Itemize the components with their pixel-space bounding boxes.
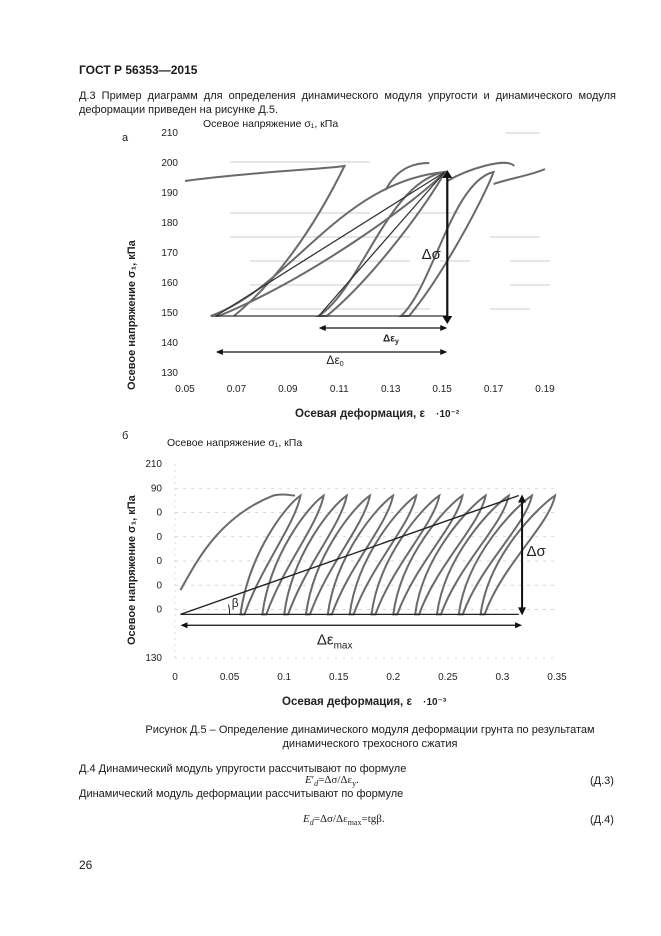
intro-paragraph: Д.3 Пример диаграмм для определения динамического модуля упругости и динамического модуля деформации приведен на рисунке Д.5. (79, 90, 616, 116)
loop-tail (494, 169, 545, 184)
hysteresis-loop (437, 496, 509, 615)
x-tick-label: 0.09 (278, 384, 298, 395)
subscript: y (394, 338, 399, 346)
initial-loading-branch (180, 494, 295, 590)
x-tick-label: 0.11 (329, 384, 349, 395)
delta-sigma-label: Δσ (526, 543, 546, 561)
hysteresis-loop (284, 496, 347, 615)
figure-b-x-unit: ·10⁻³ (423, 697, 447, 708)
delta-eps-0-label: Δε0 (326, 353, 344, 368)
y-tick-label: 200 (161, 158, 178, 169)
section-d4-line2: Динамический модуль деформации рассчитывают по формуле (79, 788, 404, 800)
angle-beta-label: β (231, 596, 239, 611)
y-tick-label: 210 (145, 459, 162, 470)
subscript: max (333, 640, 353, 652)
arrowhead (216, 349, 223, 355)
y-tick-label: 130 (161, 368, 178, 379)
arrowhead (515, 622, 522, 628)
equation-number-d4: (Д.4) (590, 814, 614, 826)
arrowhead (442, 316, 452, 324)
x-tick-label: 0.35 (547, 672, 567, 683)
equation-number-d3: (Д.3) (590, 775, 614, 787)
y-tick-label-partial: 0 (156, 531, 162, 543)
y-tick-label-partial: 0 (156, 580, 162, 592)
arrowhead (440, 349, 447, 355)
svg-text:Осевая деформация, ε ·10⁻² (295, 408, 460, 420)
y-tick-label: 150 (161, 308, 178, 319)
svg-text:Осевая деформация, ε ·10⁻³ (282, 696, 447, 708)
figure-a-xlabel: Осевая деформация, ε (295, 408, 425, 420)
x-tick-label: 0.1 (277, 672, 292, 683)
x-tick-label: 0.05 (219, 672, 240, 683)
x-tick-label: 0.15 (432, 384, 452, 395)
figure-b-title: Осевое напряжение σ₁, кПа (167, 437, 303, 449)
y-tick-label: 160 (161, 278, 178, 289)
y-tick-label: 190 (161, 188, 178, 199)
angle-arc (228, 605, 229, 615)
page-number: 26 (79, 858, 93, 872)
arrowhead (440, 325, 447, 331)
y-tick-label-partial: 0 (156, 507, 162, 519)
x-tick-label: 0 (172, 672, 178, 683)
x-tick-label: 0.2 (386, 672, 401, 683)
x-tick-label: 0.3 (495, 672, 510, 683)
figure-b-letter: б (122, 430, 129, 442)
formula-d3: $E'_d=\Delta\sigma/\Delta\varepsilon_у$. (305, 774, 359, 789)
x-tick-label: 0.13 (380, 384, 401, 395)
hysteresis-loop (262, 496, 323, 615)
figure-a-letter: а (122, 132, 129, 144)
x-tick-label: 0.15 (328, 672, 349, 683)
y-tick-label: 140 (161, 338, 178, 349)
caption-line-2: динамического трехосного сжатия (282, 738, 458, 750)
caption-line-1: Рисунок Д.5 – Определение динамического модуля деформации грунта по результатам (145, 724, 595, 736)
y-tick-label: 210 (161, 128, 178, 139)
figure-b-chart (110, 455, 580, 715)
section-d4-line1: Д.4 Динамический модуль упругости рассчитывают по формуле (79, 763, 407, 775)
delta-sigma-label: Δσ (421, 246, 441, 263)
arrowhead (180, 622, 187, 628)
figure-a-x-unit: ·10⁻² (436, 409, 460, 420)
arrowhead (319, 325, 326, 331)
x-tick-label: 0.05 (175, 384, 195, 395)
y-tick-label-partial: 0 (156, 604, 162, 616)
figure-b-ylabel: Осевое напряжение σ₁, кПа (126, 495, 138, 645)
arrowhead (518, 607, 526, 615)
document-code: ГОСТ Р 56353—2015 (79, 63, 198, 77)
y-tick-label: 130 (145, 653, 162, 664)
formula-d4: $E_d=\Delta\sigma/\Delta\varepsilon_{max}=tg\beta$. (303, 813, 385, 828)
subscript: 0 (339, 361, 344, 368)
y-tick-label: 170 (161, 248, 178, 259)
figure-a-chart (110, 125, 580, 425)
hysteresis-loop (240, 496, 300, 615)
x-tick-label: 0.17 (483, 384, 504, 395)
figure-caption (90, 723, 650, 751)
arrowhead (518, 495, 526, 503)
delta-eps-y-label: $\Delta\varepsilon_y$ (383, 333, 399, 346)
delta-eps-max-label: $\Delta\varepsilon_{max}$ (316, 631, 353, 652)
figure-a-ylabel: Осевое напряжение σ₁, кПа (126, 240, 138, 390)
initial-loading-branch (185, 166, 344, 316)
figure-b-xlabel: Осевая деформация, ε (282, 696, 412, 708)
figure-a-title: Осевое напряжение σ₁, кПа (203, 118, 339, 130)
y-tick-label: 180 (161, 218, 178, 229)
x-tick-label: 0.19 (535, 384, 555, 395)
y-tick-label-partial: 90 (150, 483, 162, 495)
y-tick-label-partial: 0 (156, 556, 162, 567)
x-tick-label: 0.07 (226, 384, 247, 395)
x-tick-label: 0.25 (438, 672, 458, 683)
